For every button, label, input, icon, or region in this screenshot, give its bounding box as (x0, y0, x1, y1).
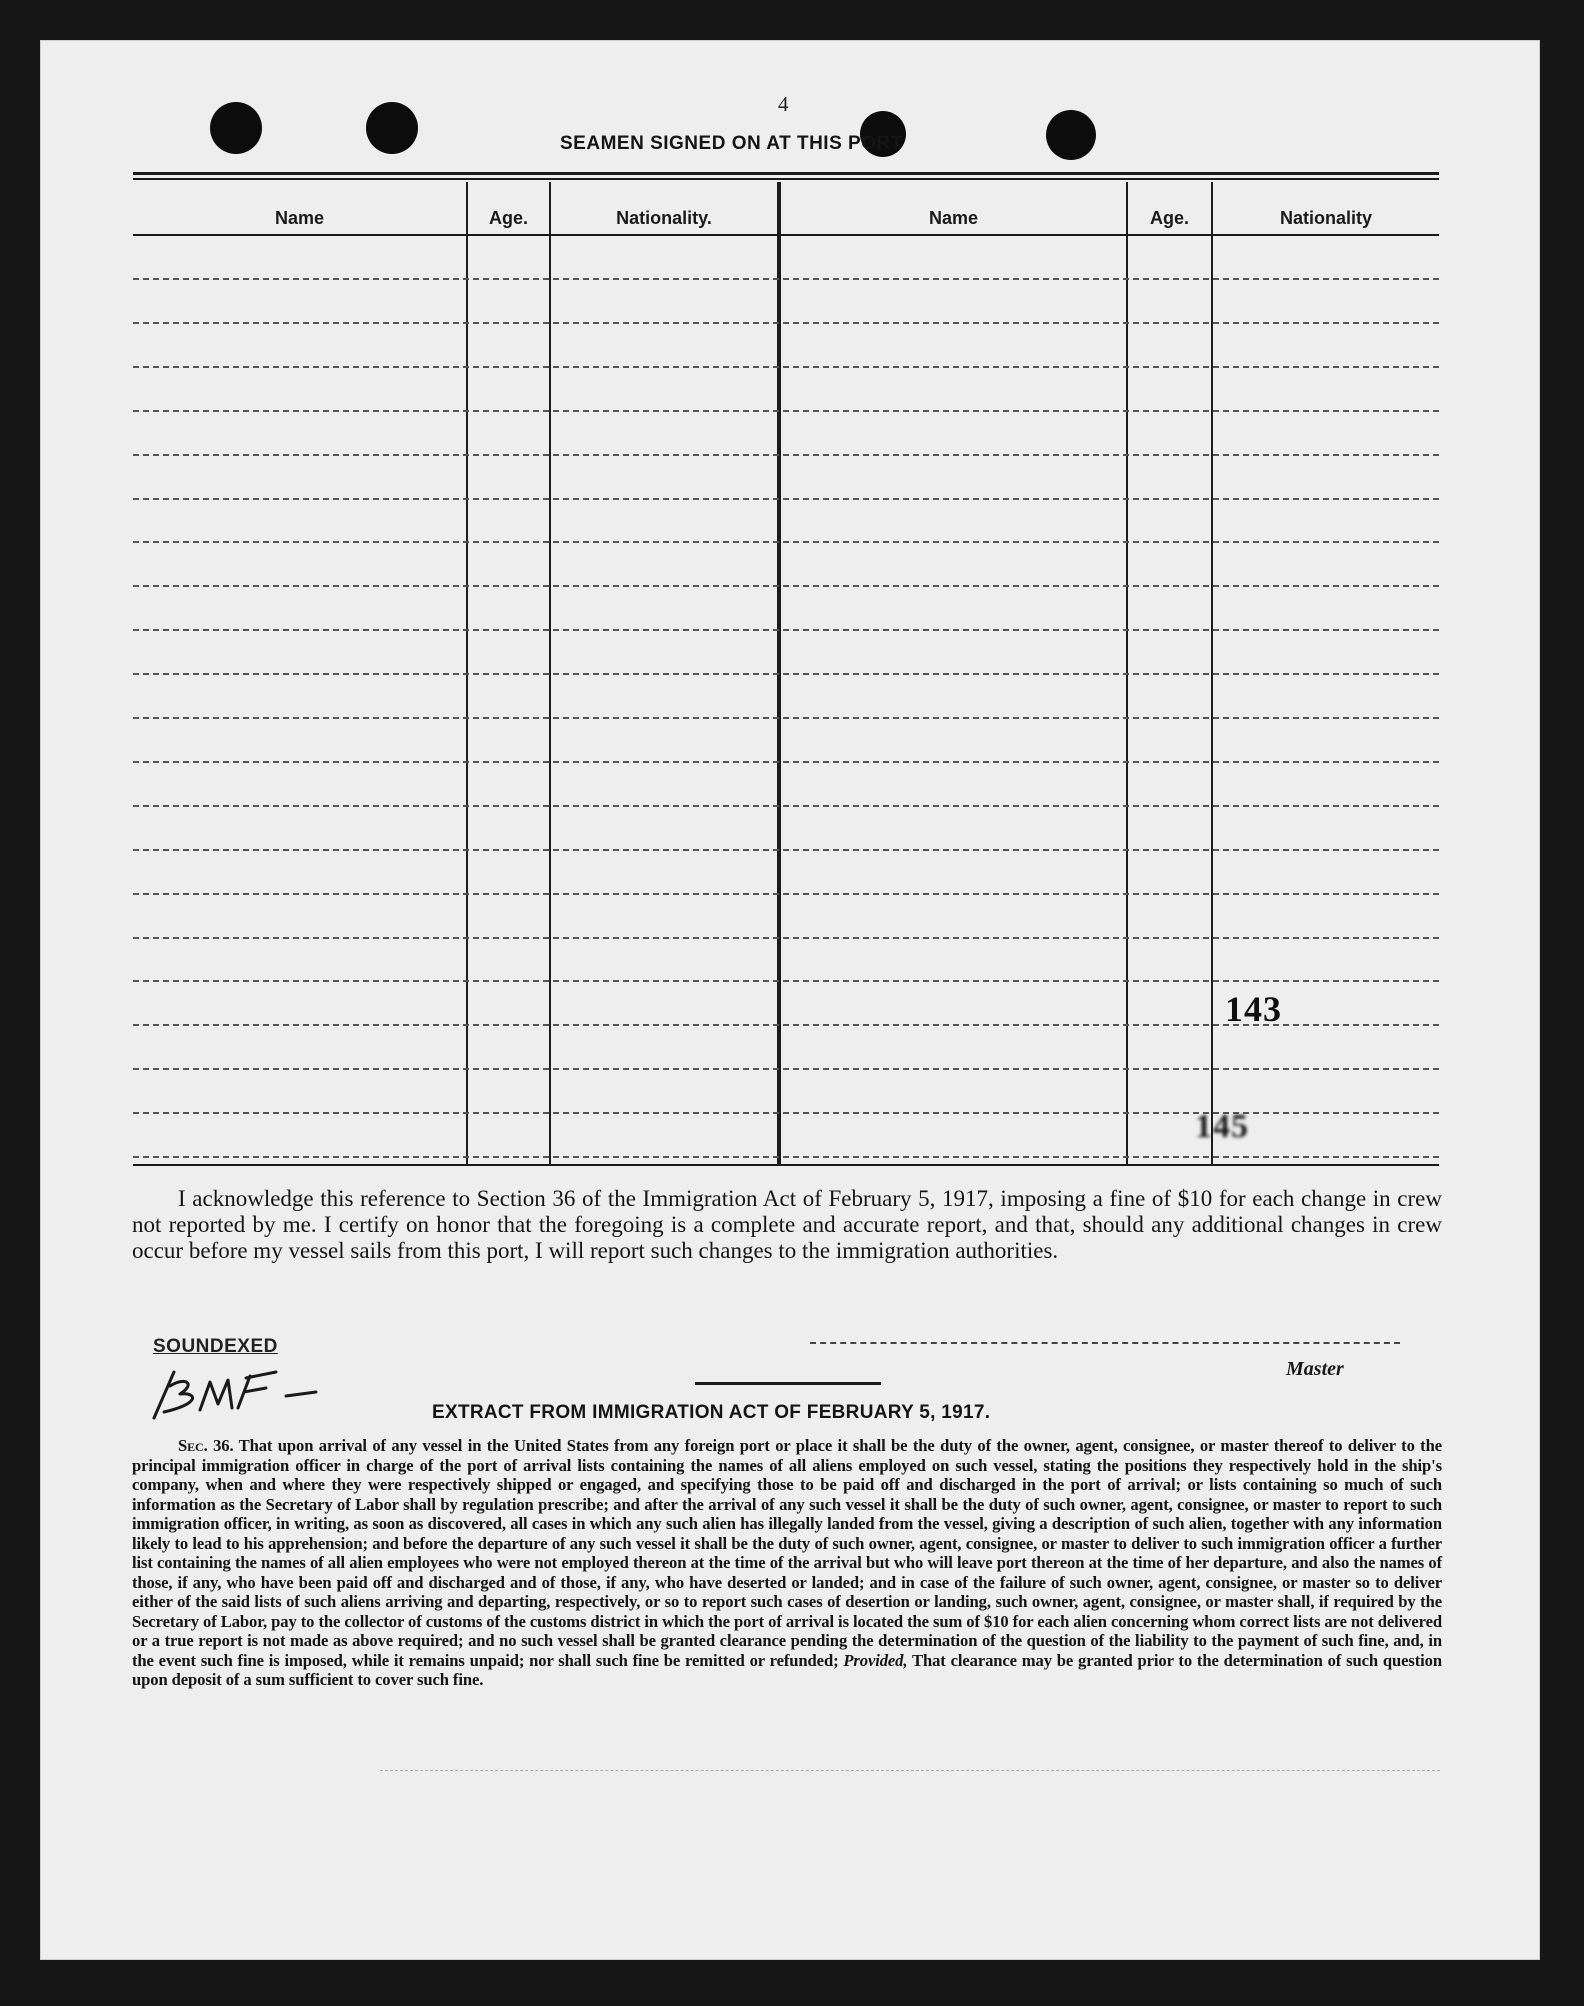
header-name: Name (274, 208, 325, 228)
header-bottom-rule (133, 234, 1439, 236)
table-row (133, 629, 1439, 631)
table-row (133, 585, 1439, 587)
table-row (133, 366, 1439, 368)
table-row (133, 322, 1439, 324)
extract-body: That upon arrival of any vessel in the United States from any foreign port or place it shall be the duty of the owner, agent, consignee, or master thereof to deliver to the principal immigration officer in charge of the port of arrival lists containing the names of all aliens employed on such vessel, stating the positions they respectively hold in the ship's company, when and where they were respectively shipped or engaged, and specifying those to be paid off and discharged in the port of arrival; or lists containing so much of such information as the Secretary of Labor shall by regulation prescribe; and after the arrival of any such vessel it shall be the duty of such owner, agent, consignee, or master to report to such immigration officer, in writing, as soon as discovered, all cases in which any such alien has illegally landed from the vessel, giving a description of such alien, together with any information likely to lead to his apprehension; and before the departure of any such vessel it shall be the duty of such owner, agent, consignee, or master to deliver to such immigration officer a further list containing the names of all alien employees who were not employed thereon at the time of the arrival but who will leave port thereon at the time of her departure, and also the names of those, if any, who have been paid off and discharged and of those, if any, who have deserted or landed; and in case of the failure of such owner, agent, consignee, or master so to deliver either of the said lists of such aliens arriving and departing, respectively, or so to report such cases of desertion or landing, such owner, agent, consignee, or master shall, if required by the Secretary of Labor, pay to the collector of customs of the customs district in which the port of arrival is located the sum of $10 for each alien concerning whom correct lists are not delivered or a true report is not made as above required; and no such vessel shall be granted clearance pending the determination of the question of the liability to the payment of such fine, and, in the event such fine is imposed, while it remains unpaid; nor shall such fine be remitted or refunded; (132, 1436, 1443, 1670)
section-divider (695, 1382, 881, 1385)
table-row (133, 454, 1439, 456)
master-label: Master (1286, 1358, 1344, 1380)
table-row (133, 805, 1439, 807)
header-nationality: Nationality (1279, 208, 1372, 228)
section-label: Sec. 36. (178, 1436, 234, 1455)
extract-title: EXTRACT FROM IMMIGRATION ACT OF FEBRUARY 5, 1917. (432, 1402, 991, 1423)
page-number: 4 (778, 92, 789, 116)
table-row (133, 761, 1439, 763)
soundexed-stamp: SOUNDEXED (153, 1336, 278, 1357)
table-row (133, 498, 1439, 500)
bottom-rule (380, 1770, 1440, 1771)
table-row (133, 937, 1439, 939)
initials-signature (140, 1358, 330, 1428)
header-name: Name (928, 208, 979, 228)
table-row (133, 278, 1439, 280)
document-page (40, 40, 1540, 1960)
header-nationality: Nationality. (616, 208, 712, 228)
table-row (133, 410, 1439, 412)
page-title: SEAMEN SIGNED ON AT THIS PORT (560, 133, 903, 154)
header-age: Age. (488, 208, 528, 228)
table-row (133, 1068, 1439, 1070)
extract-body-end: That clearance may be granted prior to the determination of such question upon deposit of a sum sufficient to cover such fine. (132, 1650, 1442, 1689)
stamp-number-smudged: 145 (1195, 1108, 1249, 1145)
punch-hole (210, 102, 262, 154)
punch-hole (1046, 110, 1096, 160)
table-bottom-rule (133, 1164, 1439, 1166)
provided-term: Provided, (843, 1650, 908, 1670)
punch-hole (366, 102, 418, 154)
crew-table (133, 172, 1439, 1172)
table-row (133, 541, 1439, 543)
table-row (133, 673, 1439, 675)
table-row (133, 980, 1439, 982)
table-row (133, 717, 1439, 719)
master-signature-line (810, 1342, 1400, 1344)
table-top-rule (133, 178, 1439, 180)
table-row (133, 893, 1439, 895)
table-top-rule (133, 172, 1439, 175)
table-row (133, 849, 1439, 851)
header-age: Age. (1149, 208, 1189, 228)
stamp-number: 143 (1225, 989, 1282, 1029)
extract-text (132, 1436, 1442, 1690)
table-row (133, 1156, 1439, 1158)
certification-text: I acknowledge this reference to Section 36 of the Immigration Act of February 5, 1917, imposing a fine of $10 for each change in crew not reported by me. I certify on honor that the foregoing is a complete and accurate report, and that, should any additional changes in crew occur before my vessel sails from this port, I will report such changes to the immigration authorities. (132, 1186, 1442, 1263)
